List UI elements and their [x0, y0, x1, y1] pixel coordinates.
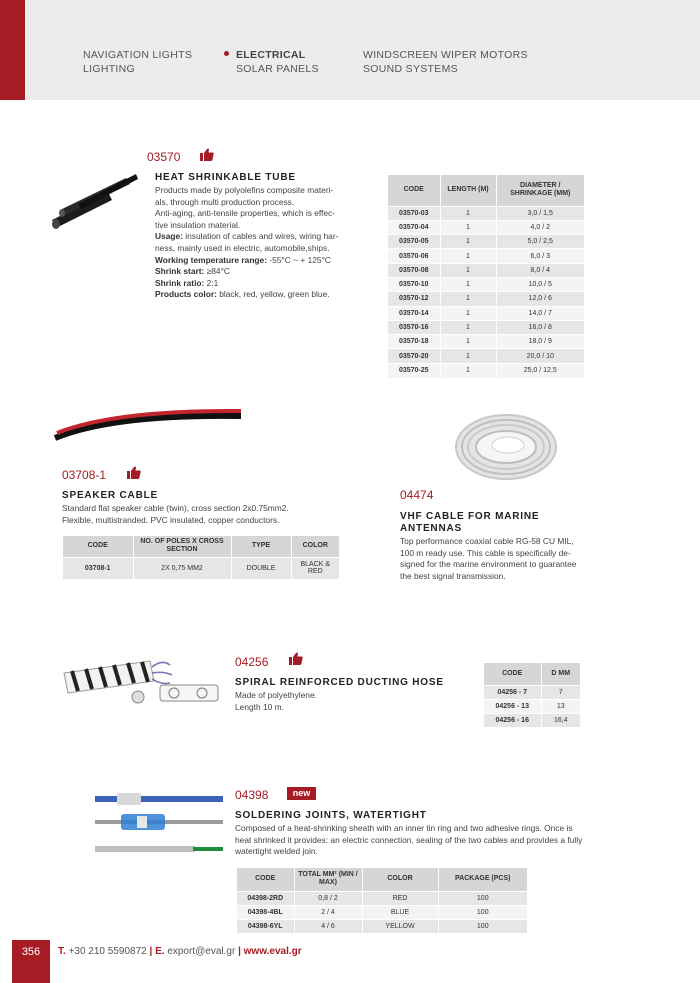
nav-sound-systems[interactable]: SOUND SYSTEMS [363, 63, 458, 75]
table-row [388, 320, 585, 334]
spec-table-04398 [237, 868, 528, 933]
table-cell: 3,0 / 1,5 [496, 206, 585, 220]
table-cell: 7 [541, 685, 581, 699]
vhf-coax-coil-image [450, 405, 562, 485]
table-row [388, 249, 585, 263]
table-cell: 03570-20 [388, 349, 440, 363]
table-cell: 03570-06 [388, 249, 440, 263]
thumbs-up-icon [289, 652, 303, 665]
desc-line: tive insulation material. [155, 219, 241, 230]
thumbs-up-icon [200, 148, 214, 161]
col-header: CODE [237, 868, 294, 891]
col-header: NO. OF POLES X CROSS SECTION [133, 536, 231, 557]
email-label: E. [155, 946, 165, 957]
desc-line: als, through multi production process. [155, 196, 295, 207]
title-line: ANTENNAS [400, 523, 462, 534]
table-row [388, 292, 585, 306]
usage-line-2: ness, mainly used in electric, automobile,ships. [155, 242, 330, 253]
spec-table-03570 [388, 175, 585, 378]
product-title-heat-shrink: HEAT SHRINKABLE TUBE [155, 172, 296, 183]
product-title-vhf-cable [400, 511, 539, 535]
product-title-spiral-hose: SPIRAL REINFORCED DUCTING HOSE [235, 677, 444, 688]
table-cell: 1 [440, 220, 496, 234]
table-row [388, 306, 585, 320]
table-cell: 4,0 / 2 [496, 220, 585, 234]
table-cell: BLUE [362, 905, 438, 919]
table-cell: 2 / 4 [294, 905, 362, 919]
table-cell: 13 [541, 699, 581, 713]
nav-electrical[interactable]: ELECTRICAL [236, 49, 306, 61]
title-line: VHF CABLE FOR MARINE [400, 511, 540, 522]
page-number: 356 [21, 946, 41, 958]
products-color-line: Products color: black, red, yellow, green blue. [155, 289, 330, 300]
product-code-04256: 04256 [235, 655, 269, 669]
desc-line: heat shrinked it provides: an electric connection, sealing of the two cables and provides a fully [235, 834, 583, 845]
nav-solar-panels[interactable]: SOLAR PANELS [236, 63, 319, 75]
product-title-speaker-cable: SPEAKER CABLE [62, 490, 158, 501]
usage-line: Usage: insulation of cables and wires, wiring har- [155, 231, 339, 242]
col-header: DIAMETER / SHRINKAGE (MM) [496, 175, 585, 206]
table-row [237, 891, 528, 905]
table-cell: 03570-14 [388, 306, 440, 320]
heat-shrink-tube-image [48, 170, 140, 232]
table-cell: 1 [440, 235, 496, 249]
table-row [388, 235, 585, 249]
table-row [388, 220, 585, 234]
nav-windscreen-wiper-motors[interactable]: WINDSCREEN WIPER MOTORS [363, 49, 528, 61]
new-badge: new [287, 787, 316, 800]
desc-line: Made of polyethylene. [235, 690, 317, 700]
desc-line: Anti-aging, anti-tensile properties, which is effec- [155, 208, 335, 219]
desc-line: signed for the marine environment to guarantee [400, 559, 577, 570]
product-title-soldering-joints: SOLDERING JOINTS, WATERTIGHT [235, 810, 427, 821]
product-desc-spiral-hose [235, 690, 435, 713]
spiral-hose-image [62, 647, 227, 709]
desc-line: Standard flat speaker cable (twin), cross section 2x0.75mm2. [62, 503, 289, 513]
table-cell: 8,0 / 4 [496, 263, 585, 277]
thumbs-up-icon [127, 466, 141, 479]
table-row [237, 919, 528, 933]
table-cell: 03570-18 [388, 335, 440, 349]
table-cell: 03570-05 [388, 235, 440, 249]
table-cell: 04256 - 16 [484, 713, 541, 727]
table-cell: 03570-04 [388, 220, 440, 234]
table-cell: 1 [440, 363, 496, 377]
table-cell: 03570-16 [388, 320, 440, 334]
table-cell: 100 [438, 891, 528, 905]
table-cell: 2X 0,75 MM2 [133, 557, 231, 579]
col-header: CODE [388, 175, 440, 206]
table-cell: 1 [440, 349, 496, 363]
header-accent-bar [0, 0, 25, 100]
table-row [484, 699, 581, 713]
table-cell: 1 [440, 206, 496, 220]
col-header: COLOR [291, 536, 340, 557]
table-row [388, 349, 585, 363]
table-cell: 03708-1 [63, 557, 133, 579]
contact-footer [58, 946, 302, 957]
table-cell: 03570-08 [388, 263, 440, 277]
table-row [388, 206, 585, 220]
desc-line: Top performance coaxial cable RG-58 CU MIL, [400, 536, 574, 546]
table-cell: 14,0 / 7 [496, 306, 585, 320]
product-code-03708-1: 03708-1 [62, 468, 107, 482]
active-indicator-dot [224, 51, 229, 56]
product-desc-speaker-cable [62, 503, 362, 526]
table-row [388, 363, 585, 377]
col-header: PACKAGE (PCS) [438, 868, 528, 891]
table-cell: 1 [440, 263, 496, 277]
table-cell: DOUBLE [231, 557, 291, 579]
table-row [63, 557, 340, 579]
desc-line: Length 10 m. [235, 701, 284, 712]
table-cell: 04398-4BL [237, 905, 294, 919]
product-code-03570: 03570 [147, 150, 181, 164]
table-cell: 12,0 / 6 [496, 292, 585, 306]
phone-label: T. [58, 946, 66, 957]
table-cell: RED [362, 891, 438, 905]
table-row [484, 713, 581, 727]
col-header: LENGTH (M) [440, 175, 496, 206]
table-cell: 16,0 / 8 [496, 320, 585, 334]
table-cell: 1 [440, 277, 496, 291]
desc-line: Products made by polyolefins composite materi- [155, 185, 334, 195]
table-cell: 03570-03 [388, 206, 440, 220]
desc-line: Flexible, multistranded. PVC insulated, copper conductors. [62, 514, 280, 525]
table-cell: YELLOW [362, 919, 438, 933]
table-cell: 100 [438, 919, 528, 933]
table-cell: 1 [440, 320, 496, 334]
spec-table-03708 [63, 536, 340, 579]
col-header: TYPE [231, 536, 291, 557]
table-cell: 03570-10 [388, 277, 440, 291]
table-cell: 03570-25 [388, 363, 440, 377]
table-row [484, 685, 581, 699]
table-cell: 1 [440, 249, 496, 263]
desc-line: 100 m ready use. This cable is specifically de- [400, 547, 571, 558]
separator: | [149, 946, 153, 957]
table-cell: 18,0 / 9 [496, 335, 585, 349]
table-cell: 20,0 / 10 [496, 349, 585, 363]
desc-line: watertight welded join. [235, 846, 318, 857]
col-header: TOTAL MM² (MIN / MAX) [294, 868, 362, 891]
email-link[interactable]: export@eval.gr [167, 946, 236, 957]
nav-navigation-lights[interactable]: NAVIGATION LIGHTS [83, 49, 193, 61]
table-cell: 03570-12 [388, 292, 440, 306]
product-desc-vhf-cable [400, 536, 615, 582]
product-code-04398: 04398 [235, 788, 269, 802]
table-row [388, 263, 585, 277]
table-cell: 04398-2RD [237, 891, 294, 905]
desc-line: Composed of a heat-shrinking sheath with an inner tin ring and two adhesive rings. Once is [235, 823, 573, 833]
product-code-04474: 04474 [400, 488, 434, 502]
desc-line: the best signal transmission. [400, 570, 506, 581]
website-link[interactable]: www.eval.gr [243, 946, 302, 957]
speaker-cable-image [53, 408, 243, 444]
table-cell: 0,8 / 2 [294, 891, 362, 905]
table-cell: 100 [438, 905, 528, 919]
col-header: COLOR [362, 868, 438, 891]
col-header: CODE [63, 536, 133, 557]
table-cell: 04256 - 13 [484, 699, 541, 713]
product-desc-soldering-joints [235, 823, 655, 858]
table-cell: 1 [440, 335, 496, 349]
product-desc-heat-shrink [155, 185, 370, 301]
phone-number[interactable]: +30 210 5590872 [68, 946, 147, 957]
table-cell: 04398-6YL [237, 919, 294, 933]
table-cell: 1 [440, 306, 496, 320]
col-header: CODE [484, 663, 541, 685]
separator: | [238, 946, 241, 957]
spec-table-04256 [484, 663, 581, 727]
table-cell: 6,0 / 3 [496, 249, 585, 263]
table-cell: 25,0 / 12,5 [496, 363, 585, 377]
table-row [388, 335, 585, 349]
table-row [237, 905, 528, 919]
table-cell: BLACK & RED [291, 557, 340, 579]
table-cell: 10,0 / 5 [496, 277, 585, 291]
table-row [388, 277, 585, 291]
shrink-ratio-line: Shrink ratio: 2:1 [155, 277, 219, 288]
temp-line: Working temperature range: -55°C ~ + 125°C [155, 254, 331, 265]
soldering-joints-image [93, 790, 225, 870]
shrink-start-line: Shrink start: ≥84°C [155, 266, 230, 277]
table-cell: 1 [440, 292, 496, 306]
table-cell: 5,0 / 2,5 [496, 235, 585, 249]
table-cell: 04256 - 7 [484, 685, 541, 699]
table-cell: 16,4 [541, 713, 581, 727]
nav-lighting[interactable]: LIGHTING [83, 63, 135, 75]
col-header: D MM [541, 663, 581, 685]
table-cell: 4 / 6 [294, 919, 362, 933]
